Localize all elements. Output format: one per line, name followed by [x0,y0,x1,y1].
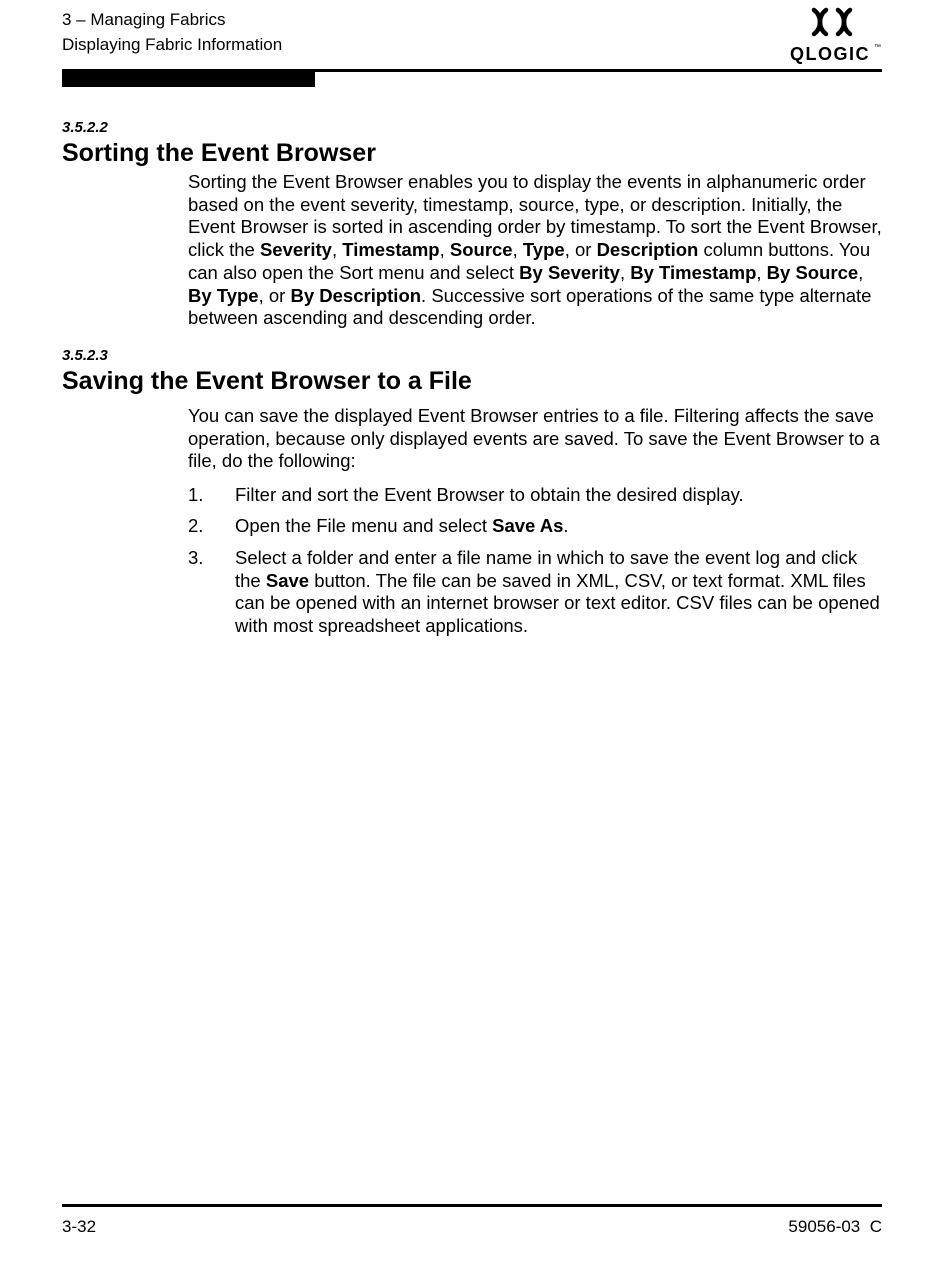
text-run: Open the File menu and select [235,515,493,536]
text-run: Sorting the Event Browser enables you to display the events in alphanumeric order based on the event severity, timestamp, source, type, or description. Initially, the Event Browser is sorted in ascending order by timestamp. To sort the Event Browser, click the [188,171,882,261]
list-number: 3. [188,547,204,568]
bold-term: By Timestamp [630,261,757,283]
section-number: 3.5.2.3 [62,347,108,364]
document-number: 59056-03 C [788,1217,882,1236]
text-run: , [439,239,450,261]
qlogic-logo-icon [810,6,854,38]
header-section: Displaying Fabric Information [62,35,283,54]
section-title: Sorting the Event Browser [62,139,376,167]
text-run: , or [258,284,291,306]
bold-term: By Severity [519,261,620,283]
text-run: button. The file can be saved in XML, CSV, or text format. XML files can be opened with an internet browser or text editor. CSV files can be opened with most spreadsheet applications. [235,569,880,637]
logo-wordmark: QLOGIC [790,44,870,64]
section-title: Saving the Event Browser to a File [62,367,472,395]
bold-term: Type [522,239,565,261]
bold-term: Source [449,239,513,261]
header-tab-bar [62,72,315,87]
text-run: , [512,239,523,261]
saving-paragraph: You can save the displayed Event Browser entries to a file. Filtering affects the save operation, because only displayed events are saved. To save the Event Browser to a file, do the following: [188,405,880,472]
section-number: 3.5.2.2 [62,119,108,136]
qlogic-logo [786,6,882,62]
text-run: column buttons. You can also open the Sort menu and select [188,239,871,283]
page-number: 3-32 [62,1217,97,1236]
logo-trademark: ™ [874,44,881,51]
text-run: , [858,261,864,283]
footer-rule [62,1204,882,1207]
text-run: . Successive sort operations of the same type alternate between ascending and descending order. [188,284,872,329]
header-chapter: 3 – Managing Fabrics [62,10,226,29]
bold-term: By Type [188,284,259,306]
list-text [235,515,885,538]
text-run: , [331,239,343,261]
bold-term: Timestamp [342,239,440,261]
bold-term: Save As [492,515,564,536]
list-number: 2. [188,515,204,536]
bold-term: Severity [259,239,332,261]
text-run: Select a folder and enter a file name in which to save the event log and click the [235,547,858,591]
bold-term: By Description [290,284,422,306]
text-run: . [563,515,569,536]
list-text: Filter and sort the Event Browser to obtain the desired display. [235,484,744,505]
sorting-paragraph [188,171,888,330]
text-run: , or [564,239,597,261]
list-text [235,547,885,638]
text-run: , [756,261,767,283]
list-number: 1. [188,484,204,505]
bold-term: Description [596,239,699,261]
bold-term: By Source [766,261,859,283]
bold-term: Save [265,569,310,591]
text-run: , [619,261,631,283]
